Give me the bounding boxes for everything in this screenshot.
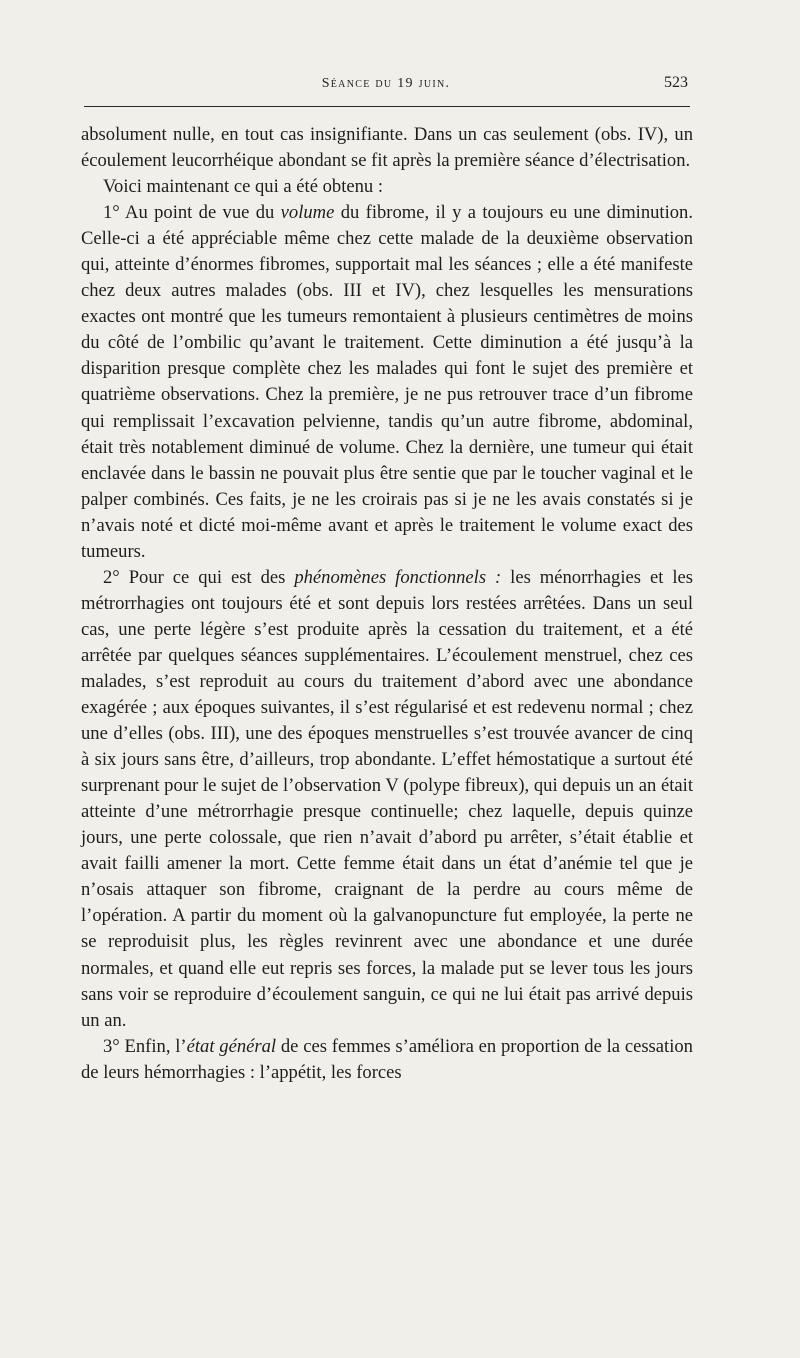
text-run: de ces femmes s’améliora en proportion de la cessation de leurs hémorrhagies : l’appétit, les forces	[81, 1035, 693, 1083]
italic-phrase: état général	[186, 1035, 277, 1057]
text-run: du fibrome, il y a toujours eu une diminution. Celle-ci a été appréciable même chez cette malade de la deuxième observation qui, atteinte d’énormes fibromes, supportait mal les séances ; elle a été manifeste chez deux autres malades (obs. III et IV), chez lesquelles les mensurations exactes ont montré que les tumeurs remontaient à plusieurs centimètres de moins du côté de l’ombilic qu’avant le traitement. Cette diminution a été jusqu’à la disparition presque complète chez les malades qui font le sujet des première et quatrième observations. Chez la première, je ne pus retrouver trace d’un fibrome qui remplissait l’excavation pelvienne, tandis qu’un autre fibrome, abdominal, était très notablement diminué de volume. Chez la dernière, une tumeur qui était enclavée dans le bassin ne pouvait plus être sentie que par le toucher vaginal et le palper combinés. Ces faits, je ne les croirais pas si je ne les avais constatés si je n’avais noté et dicté moi-même avant et après le traitement le volume exact des tumeurs.	[81, 202, 693, 562]
text-run: 2° Pour ce qui est des	[103, 566, 295, 588]
paragraph-1	[81, 122, 693, 174]
text-run: 1° Au point de vue du	[103, 202, 281, 224]
text-run: les ménorrhagies et les métrorrhagies ont toujours été et sont depuis lors restées arrêtées. Dans un seul cas, une perte légère s’est produite après la cessation du traitement, et a été arrêtée par quelques séances supplémentaires. L’écoulement menstruel, chez ces malades, s’est reproduit au cours du traitement d’abord avec une abondance exagérée ; aux époques suivantes, il s’est régularisé et est redevenu normal ; chez une d’elles (obs. III), une des époques menstruelles s’est trouvée avancer de cinq à six jours sans être, d’ailleurs, trop abondante. L’effet hémostatique a surtout été surprenant pour le sujet de l’observation V (polype fibreux), qui depuis un an était atteinte d’une métrorrhagie presque continuelle; chez laquelle, depuis quinze jours, une perte colossale, que rien n’avait d’abord pu arrêter, s’était établie et avait failli amener la mort. Cette femme était dans un état d’anémie tel que je n’osais attaquer son fibrome, craignant de la perdre au cours même de l’opération. A partir du moment où la galvanopuncture fut employée, la perte ne se reproduisit plus, les règles revinrent avec une abondance et une durée normales, et quand elle eut repris ses forces, la malade put se lever tous les jours sans voir se reproduire d’écoulement sanguin, ce qui ne lui était pas arrivé depuis un an.	[81, 566, 693, 1031]
paragraph-3	[81, 200, 693, 565]
page-header	[82, 72, 690, 102]
text-run: Voici maintenant ce qui a été obtenu :	[103, 176, 384, 198]
running-title: Séance du 19 juin.	[321, 76, 451, 91]
text-run: absolument nulle, en tout cas insignifiante. Dans un cas seulement (obs. IV), un écoulement leucorrhéique abondant se fit après la première séance d’électrisation.	[81, 124, 693, 172]
header-rule	[84, 106, 690, 107]
text-run: 3° Enfin, l’	[103, 1035, 187, 1057]
paragraph-5	[81, 1034, 693, 1086]
page-number: 523	[664, 74, 688, 91]
body-text	[81, 122, 693, 1086]
paragraph-4	[81, 565, 693, 1034]
italic-phrase: volume	[280, 202, 335, 224]
paragraph-2	[81, 174, 693, 200]
italic-phrase: phénomènes fonctionnels :	[294, 566, 502, 588]
